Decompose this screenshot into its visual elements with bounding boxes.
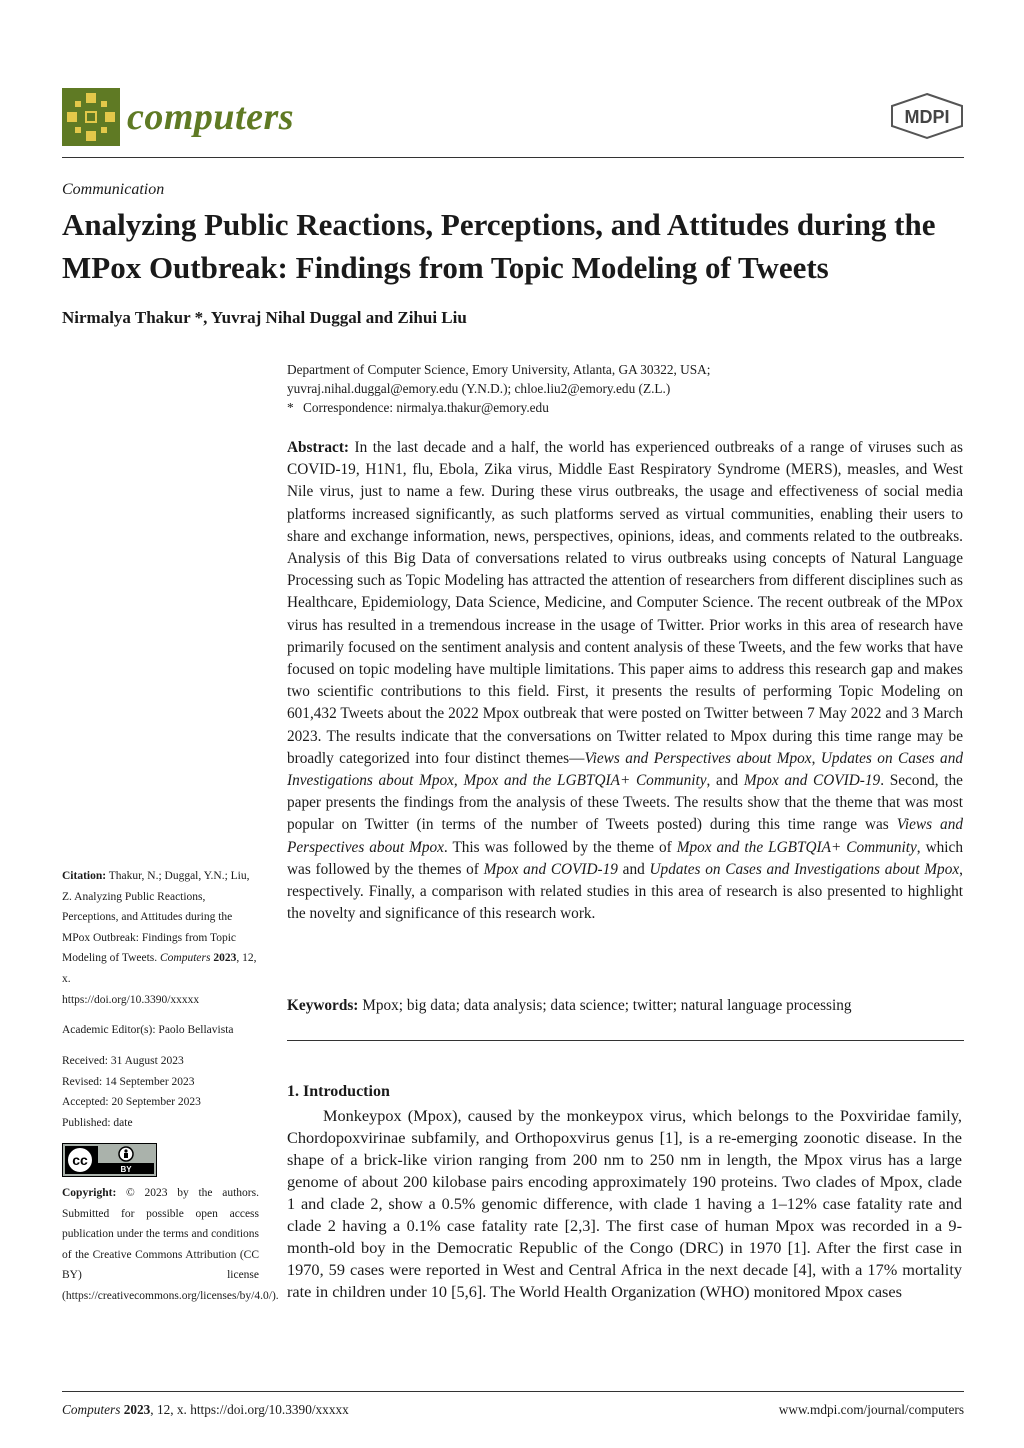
- copyright-text: © 2023 by the authors. Submitted for possible open access publication under the terms and conditions of the Creative Commons Attribution (CC BY) license (https://creativecommons.org/licenses/by/4.0/).: [62, 1187, 279, 1302]
- abstract: [287, 437, 963, 925]
- cc-label: cc: [72, 1152, 88, 1168]
- cc-by-label: BY: [120, 1165, 132, 1174]
- copyright-label: Copyright:: [62, 1187, 117, 1199]
- keywords-text: Mpox; big data; data analysis; data science; twitter; natural language processing: [362, 997, 852, 1014]
- footer-divider: [62, 1391, 964, 1392]
- theme-name: Mpox and the LGBTQIA+ Community: [463, 772, 707, 790]
- keywords-label: Keywords:: [287, 997, 359, 1014]
- affiliations: [287, 360, 967, 417]
- publication-dates: [62, 1051, 259, 1133]
- journal-name: computers: [127, 96, 295, 138]
- footer-citation: [62, 1402, 349, 1418]
- theme-name: Updates on Cases and Investigations about Mpox: [287, 749, 963, 790]
- citation-journal: Computers: [160, 952, 211, 965]
- author-list: Nirmalya Thakur *, Yuvraj Nihal Duggal and Zihui Liu: [62, 308, 467, 327]
- header-divider: [62, 157, 964, 158]
- section-divider: [287, 1040, 964, 1041]
- publisher-logo: [888, 92, 966, 140]
- paper-title: Analyzing Public Reactions, Perceptions, and Attitudes during the MPox Outbreak: Findings from Topic Modeling of Tweets: [62, 207, 936, 285]
- citation: [62, 866, 259, 1010]
- revised-date: Revised: 14 September 2023: [62, 1075, 195, 1088]
- citation-doi[interactable]: https://doi.org/10.3390/xxxxx: [62, 993, 200, 1006]
- theme-name: Mpox and the LGBTQIA+ Community: [676, 838, 917, 856]
- publisher-name: MDPI: [904, 107, 950, 127]
- article-type: Communication: [62, 181, 165, 198]
- footer-year: 2023: [123, 1402, 151, 1417]
- theme-name: Mpox and COVID-19: [483, 860, 618, 878]
- abstract-text: , respectively. Finally, a comparison with related studies in this area of research is also presented to highlight the novelty and significance of this research work.: [287, 860, 963, 923]
- copyright-notice: [62, 1183, 279, 1307]
- section-heading: 1. Introduction: [287, 1083, 390, 1100]
- citation-volume: , 12, x.: [62, 952, 257, 985]
- received-date: Received: 31 August 2023: [62, 1055, 184, 1067]
- abstract-text: , which was followed by the themes of: [287, 838, 963, 878]
- abstract-text: . Second, the paper presents the findings from the analysis of these Tweets. The results show that the theme that was most popular on Twitter (in terms of the number of Tweets posted) during this time range was: [287, 772, 963, 834]
- abstract-text: , and: [706, 772, 744, 790]
- affiliation-line: Department of Computer Science, Emory University, Atlanta, GA 30322, USA;: [287, 362, 711, 377]
- abstract-text: and: [617, 860, 650, 878]
- abstract-text: ,: [453, 772, 464, 790]
- intro-paragraph: Monkeypox (Mpox), caused by the monkeypox virus, which belongs to the Poxviridae family, Chordopoxvirinae subfamily, and Orthopoxvirus genus [1], is a re-emerging zoonotic disease. In the shape of a brick-like virion ranging from 200 nm to 250 nm in length, the Mpox virus has a large genome of about 200 kilobase pairs encoding approximately 190 proteins. Two clades of Mpox, clade 1 and clade 2, show a 0.5% genomic difference, with clade 1 having a 1–12% case fatality rate and clade 2 having a 0.1% case fatality rate [2,3]. The first case of human Mpox was recorded in a 9-month-old boy in the Democratic Republic of the Congo (DRC) in 1970 [1]. After the first case in 1970, 59 cases were reported in West and Central Africa in the next decade [4], with a 17% mortality rate in children under 10 [5,6]. The World Health Organization (WHO) monitored Mpox cases: [287, 1106, 962, 1301]
- theme-name: Updates on Cases and Investigations about Mpox: [649, 860, 960, 878]
- abstract-text: ,: [811, 749, 821, 767]
- abstract-text: . This was followed by the theme of: [443, 838, 677, 856]
- cc-by-license-icon[interactable]: [62, 1143, 157, 1177]
- footer-doi: , 12, x. https://doi.org/10.3390/xxxxx: [150, 1402, 349, 1417]
- published-date: Published: date: [62, 1116, 133, 1129]
- abstract-text: In the last decade and a half, the world has experienced outbreaks of a range of viruses such as COVID-19, H1N1, flu, Ebola, Zika virus, Middle East Respiratory Syndrome (MERS), measles, and West Nile virus, just to name a few. During these virus outbreaks, the usage and effectiveness of social media platforms increased significantly, as such platforms served as virtual communities, enabling their users to share and exchange information, news, perspectives, opinions, ideas, and comments related to the outbreaks. Analysis of this Big Data of conversations related to virus outbreaks using concepts of Natural Language Processing such as Topic Modeling has attracted the attention of researchers from different disciplines such as Healthcare, Epidemiology, Data Science, Medicine, and Computer Science. The recent outbreak of the MPox virus has resulted in a tremendous increase in the usage of Twitter. Prior works in this area of research have primarily focused on the sentiment analysis and content analysis of these Tweets, and the few works that have focused on topic modeling have multiple limitations. This paper aims to address this research gap and makes two scientific contributions to this field. First, it presents the results of performing Topic Modeling on 601,432 Tweets about the 2022 Mpox outbreak that were posted on Twitter between 7 May 2022 and 3 March 2023. The results indicate that the conversations on Twitter related to Mpox during this time range may be broadly categorized into four distinct themes—: [287, 439, 963, 767]
- academic-editor: Academic Editor(s): Paolo Bellavista: [62, 1024, 234, 1036]
- citation-label: Citation:: [62, 870, 107, 882]
- footer-journal-url[interactable]: www.mdpi.com/journal/computers: [778, 1402, 964, 1417]
- theme-name: Views and Perspectives about Mpox: [287, 816, 963, 856]
- journal-logo-icon: [62, 88, 120, 146]
- affiliation-emails: yuvraj.nihal.duggal@emory.edu (Y.N.D.); chloe.liu2@emory.edu (Z.L.): [287, 381, 671, 396]
- accepted-date: Accepted: 20 September 2023: [62, 1096, 201, 1109]
- abstract-label: Abstract:: [287, 439, 350, 456]
- theme-name: Views and Perspectives about Mpox: [584, 749, 812, 767]
- correspondence: [287, 398, 967, 417]
- correspondence-email: Correspondence: nirmalya.thakur@emory.edu: [303, 400, 549, 415]
- keywords: [287, 995, 963, 1017]
- citation-year: 2023: [213, 952, 237, 965]
- correspondence-star: *: [287, 400, 294, 415]
- citation-text: Thakur, N.; Duggal, Y.N.; Liu, Z. Analyzing Public Reactions, Perceptions, and Attitudes during the MPox Outbreak: Findings from Topic Modeling of Tweets.: [62, 870, 250, 965]
- theme-name: Mpox and COVID-19: [743, 772, 881, 790]
- footer-journal: Computers: [62, 1402, 121, 1417]
